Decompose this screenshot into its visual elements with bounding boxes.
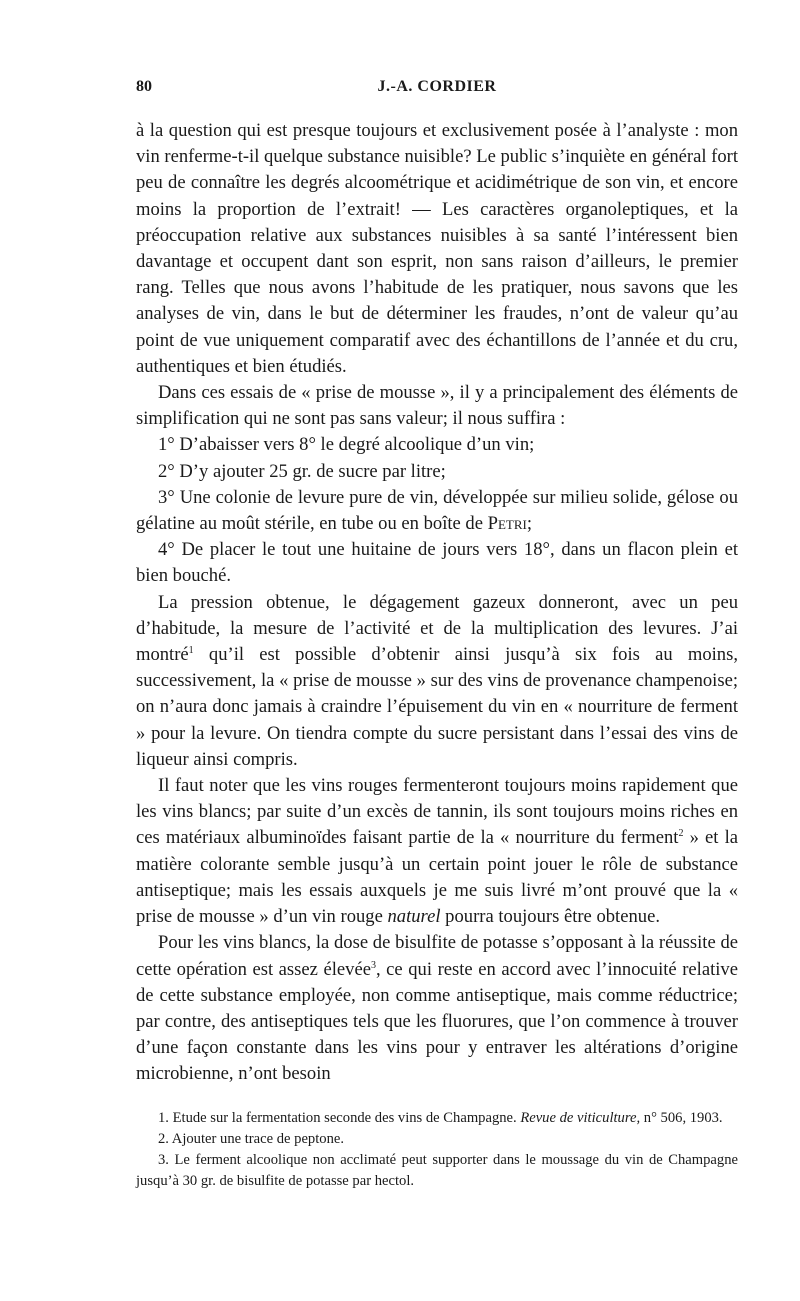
paragraph-4-text-b: » et la matière colorante semble jusqu’à un certain point jouer le rôle de substance antiseptique; mais les essais auxquels je me suis livré m’ont prouvé que la « prise de mousse » d’un vin rouge — [136, 827, 738, 928]
paragraph-5-text-b: , ce qui reste en accord avec l’innocuité relative de cette substance employée, non comme antiseptique, mais comme réductrice; par contre, des antiseptiques tels que les fluorures, que l’on commence à trouver d’une façon constante dans les vins pour y entraver les altérations d’origine microbienne, n’ont besoin — [136, 958, 738, 1085]
footnote-1-text-a: 1. Etude sur la fermentation seconde des vins de Champagne. — [158, 1109, 521, 1126]
paragraph-1: à la question qui est presque toujours et exclusivement posée à l’analyste : mon vin renferme-t-il quelque substance nuisible? Le public s’inquiète en général fort peu de connaître les degrés alcoométrique et acidimétrique de son vin, et encore moins la proportion de l’extrait! — Les caractères organoleptiques, et la préoccupation relative aux substances nuisibles à sa santé l’intéressent bien davantage et occupent dant son esprit, non sans raison d’ailleurs, le premier rang. Telles que nous avons l’habitude de les pratiquer, nous savons que les analyses de vin, dans le but de déterminer les fraudes, n’ont de valeur qu’au point de vue uniquement comparatif avec des échantillons de l’année et du cru, authentiques et bien étudiés. — [136, 120, 739, 377]
list-item-3 — [136, 485, 738, 537]
paragraph-3-text-a: La pression obtenue, le dégagement gazeux donneront, avec un peu d’habitude, la mesure de l’activité et de la multiplication des levures. J’ai montré — [136, 591, 738, 666]
footnote-2: 2. Ajouter une trace de peptone. — [158, 1130, 344, 1147]
running-head — [136, 78, 738, 104]
footnote-ref-1: 1 — [188, 645, 194, 657]
book-page — [136, 78, 738, 1192]
paragraph-3 — [136, 590, 738, 773]
paragraph-4-text-a: Il faut noter que les vins rouges fermenteront toujours moins rapidement que les vins blancs; par suite d’un excès de tannin, ils sont toujours moins riches en ces matériaux albuminoïdes faisant partie de la « nourriture du ferment — [136, 775, 738, 849]
paragraph-5 — [136, 930, 738, 1087]
petri-name: Petri — [487, 513, 527, 535]
body-text — [136, 118, 738, 1088]
paragraph-4 — [136, 773, 738, 930]
list-item-3-end: ; — [526, 513, 533, 535]
paragraph-4-text-c: pourra toujours être obtenue. — [440, 906, 660, 928]
running-title: J.-A. CORDIER — [377, 78, 497, 95]
footnote-ref-2: 2 — [678, 828, 684, 840]
footnotes — [136, 1108, 738, 1192]
paragraph-5-text-a: Pour les vins blancs, la dose de bisulfite de potasse s’opposant à la réussite de cette opération est assez élevée — [136, 932, 738, 980]
footnote-ref-3: 3 — [370, 959, 376, 971]
footnote-3: 3. Le ferment alcoolique non acclimaté peut supporter dans le moussage du vin de Champagne jusqu’à 30 gr. de bisulfite de potasse par hectol. — [136, 1151, 738, 1189]
footnote-1-journal: Revue de viticulture, — [520, 1109, 641, 1126]
paragraph-4-italic: naturel — [387, 906, 441, 928]
paragraph-2: Dans ces essais de « prise de mousse », il y a principalement des éléments de simplification qui ne sont pas sans valeur; il nous suffira : — [136, 382, 738, 430]
footnote-1 — [136, 1108, 738, 1129]
footnote-1-text-b: n° 506, 1903. — [640, 1109, 723, 1126]
list-item-4: 4° De placer le tout une huitaine de jours vers 18°, dans un flacon plein et bien bouché. — [136, 539, 738, 587]
list-item-3-text: 3° Une colonie de levure pure de vin, développée sur milieu solide, gélose ou gélatine au moût stérile, en tube ou en boîte de — [136, 486, 738, 535]
list-item-2: 2° D’y ajouter 25 gr. de sucre par litre; — [158, 460, 446, 482]
paragraph-3-text-b: qu’il est possible d’obtenir ainsi jusqu’à six fois au moins, successivement, la « prise de mousse » sur des vins de provenance champenoise; on n’aura donc jamais à craindre l’épuisement du vin en « nourriture de ferment » pour la levure. On tiendra compte du sucre persistant dans l’essai des vins de liqueur ainsi compris. — [136, 644, 738, 770]
list-item-1: 1° D’abaisser vers 8° le degré alcoolique d’un vin; — [158, 434, 535, 456]
page-number: 80 — [136, 78, 152, 95]
